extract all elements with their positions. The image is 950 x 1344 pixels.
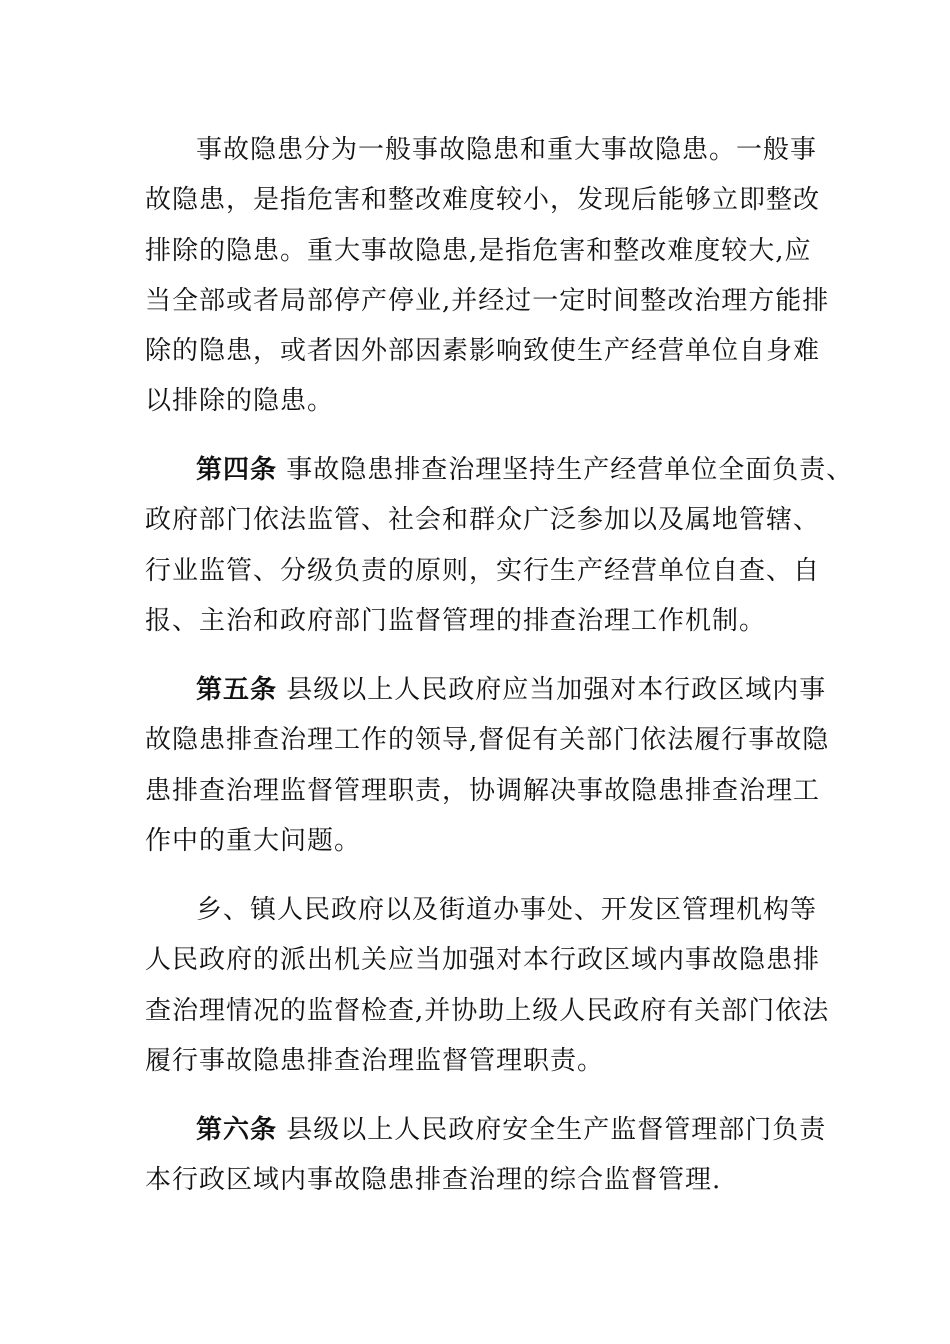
article-4-label: 第四条 xyxy=(196,455,278,485)
text-line xyxy=(196,453,853,487)
text-line xyxy=(196,673,826,707)
text-line: 人民政府的派出机关应当加强对本行政区域内事故隐患排 xyxy=(145,945,821,975)
text-line: 患排查治理监督管理职责，协调解决事故隐患排查治理工 xyxy=(145,776,821,806)
text-line: 故隐患排查治理工作的领导,督促有关部门依法履行事故隐 xyxy=(145,725,830,755)
text-line: 以排除的隐患。 xyxy=(145,386,335,416)
text-line: 行业监管、分级负责的原则，实行生产经营单位自查、自 xyxy=(145,556,821,586)
text-line: 当全部或者局部停产停业,并经过一定时间整改治理方能排 xyxy=(145,286,830,316)
text-line: 故隐患，是指危害和整改难度较小，发现后能够立即整改 xyxy=(145,185,821,215)
text-line: 政府部门依法监管、社会和群众广泛参加以及属地管辖、 xyxy=(145,505,821,535)
text-line: 除的隐患，或者因外部因素影响致使生产经营单位自身难 xyxy=(145,336,821,366)
article-6-label: 第六条 xyxy=(196,1115,278,1145)
text-line: 报、主治和政府部门监督管理的排查治理工作机制。 xyxy=(145,606,767,636)
text-line xyxy=(196,1113,826,1147)
article-6-text: 县级以上人民政府安全生产监督管理部门负责 xyxy=(286,1115,827,1145)
text-line: 排除的隐患。重大事故隐患,是指危害和整改难度较大,应 xyxy=(145,236,812,266)
text-line: 乡、镇人民政府以及街道办事处、开发区管理机构等 xyxy=(196,895,818,925)
article-5-label: 第五条 xyxy=(196,675,278,705)
text-line: 事故隐患分为一般事故隐患和重大事故隐患。一般事 xyxy=(196,135,818,165)
text-line: 履行事故隐患排查治理监督管理职责。 xyxy=(145,1046,605,1076)
text-line: 查治理情况的监督检查,并协助上级人民政府有关部门依法 xyxy=(145,996,830,1026)
article-4-text: 事故隐患排查治理坚持生产经营单位全面负责、 xyxy=(286,455,854,485)
article-5-text: 县级以上人民政府应当加强对本行政区域内事 xyxy=(286,675,827,705)
text-line: 作中的重大问题。 xyxy=(145,826,362,856)
text-line: 本行政区域内事故隐患排查治理的综合监督管理. xyxy=(145,1165,722,1195)
